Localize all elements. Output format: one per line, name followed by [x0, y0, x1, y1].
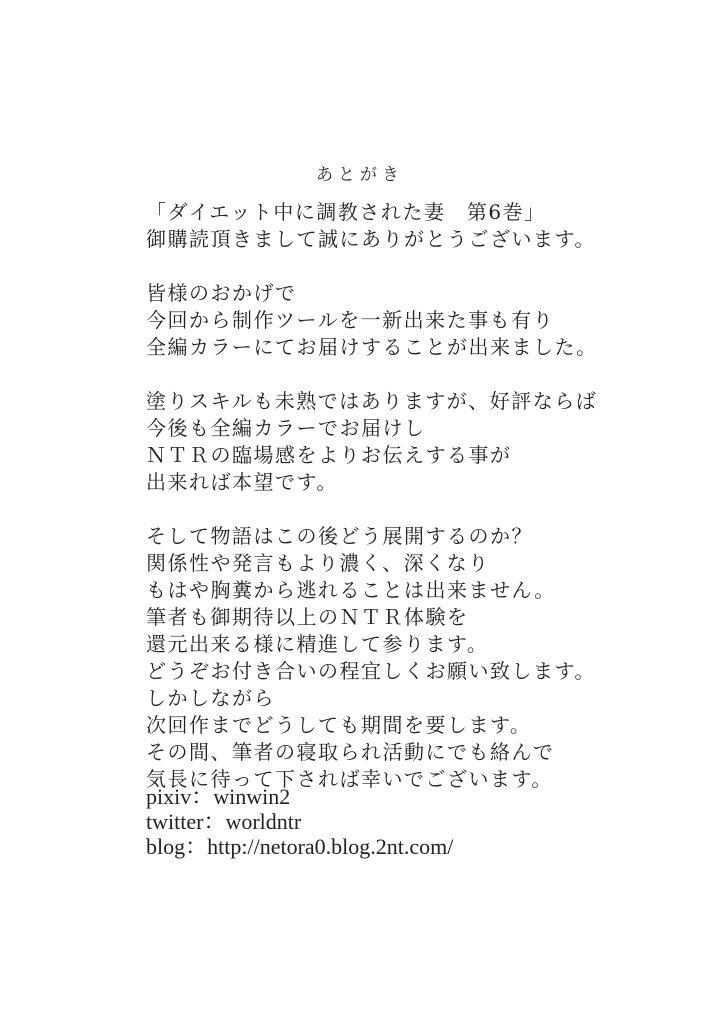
paragraph-4 — [146, 523, 706, 793]
text-line: 筆者も御期待以上のＮＴＲ体験を — [146, 605, 469, 629]
link-value: http://netora0.blog.2nt.com/ — [207, 834, 454, 859]
link-label: twitter — [146, 809, 204, 834]
link-value: winwin2 — [213, 784, 291, 809]
link-value: worldntr — [225, 809, 302, 834]
contact-links — [146, 784, 706, 859]
link-twitter — [146, 809, 706, 834]
text-line: 「ダイエット中に調教された妻 第6巻」 — [146, 200, 546, 224]
link-blog — [146, 834, 706, 859]
page-title: あとがき — [316, 165, 404, 185]
link-label: blog — [146, 834, 186, 859]
text-line: 今回から制作ツールを一新出来た事も有り — [146, 308, 555, 332]
link-separator: ： — [185, 834, 208, 859]
text-line: 関係性や発言もより濃く、深くなり — [146, 551, 490, 575]
paragraph-2 — [146, 280, 706, 361]
text-line: どうぞお付き合いの程宜しくお願い致します。 — [146, 659, 596, 683]
text-line: そして物語はこの後どう展開するのか？ — [146, 524, 533, 548]
paragraph-gap — [146, 253, 706, 280]
paragraph-gap — [146, 496, 706, 523]
link-separator: ： — [191, 784, 214, 809]
text-line: しかしながら — [146, 686, 275, 710]
text-line: ＮＴＲの臨場感をよりお伝えする事が — [146, 443, 512, 467]
text-line: 気長に待って下されば幸いでございます。 — [146, 767, 553, 791]
text-line: 還元出来る様に精進して参ります。 — [146, 632, 489, 656]
text-line: 御購読頂きまして誠にありがとうございます。 — [146, 227, 596, 251]
text-line: 今後も全編カラーでお届けし — [146, 416, 426, 440]
text-line: 全編カラーにてお届けすることが出来ました。 — [146, 335, 598, 359]
link-pixiv — [146, 784, 706, 809]
link-separator: ： — [203, 809, 226, 834]
text-line: その間、筆者の寝取られ活動にでも絡んで — [146, 740, 555, 764]
text-line: 出来れば本望です。 — [146, 470, 338, 494]
text-line: 皆様のおかげで — [146, 281, 297, 305]
link-label: pixiv — [146, 784, 192, 809]
text-line: もはや胸糞から逃れることは出来ません。 — [146, 578, 556, 602]
afterword-body — [146, 199, 706, 793]
paragraph-gap — [146, 361, 706, 388]
text-line: 塗りスキルも未熟ではありますが、好評ならば — [146, 389, 598, 413]
paragraph-3 — [146, 388, 706, 496]
text-line: 次回作までどうしても期間を要します。 — [146, 713, 532, 737]
paragraph-1 — [146, 199, 706, 253]
